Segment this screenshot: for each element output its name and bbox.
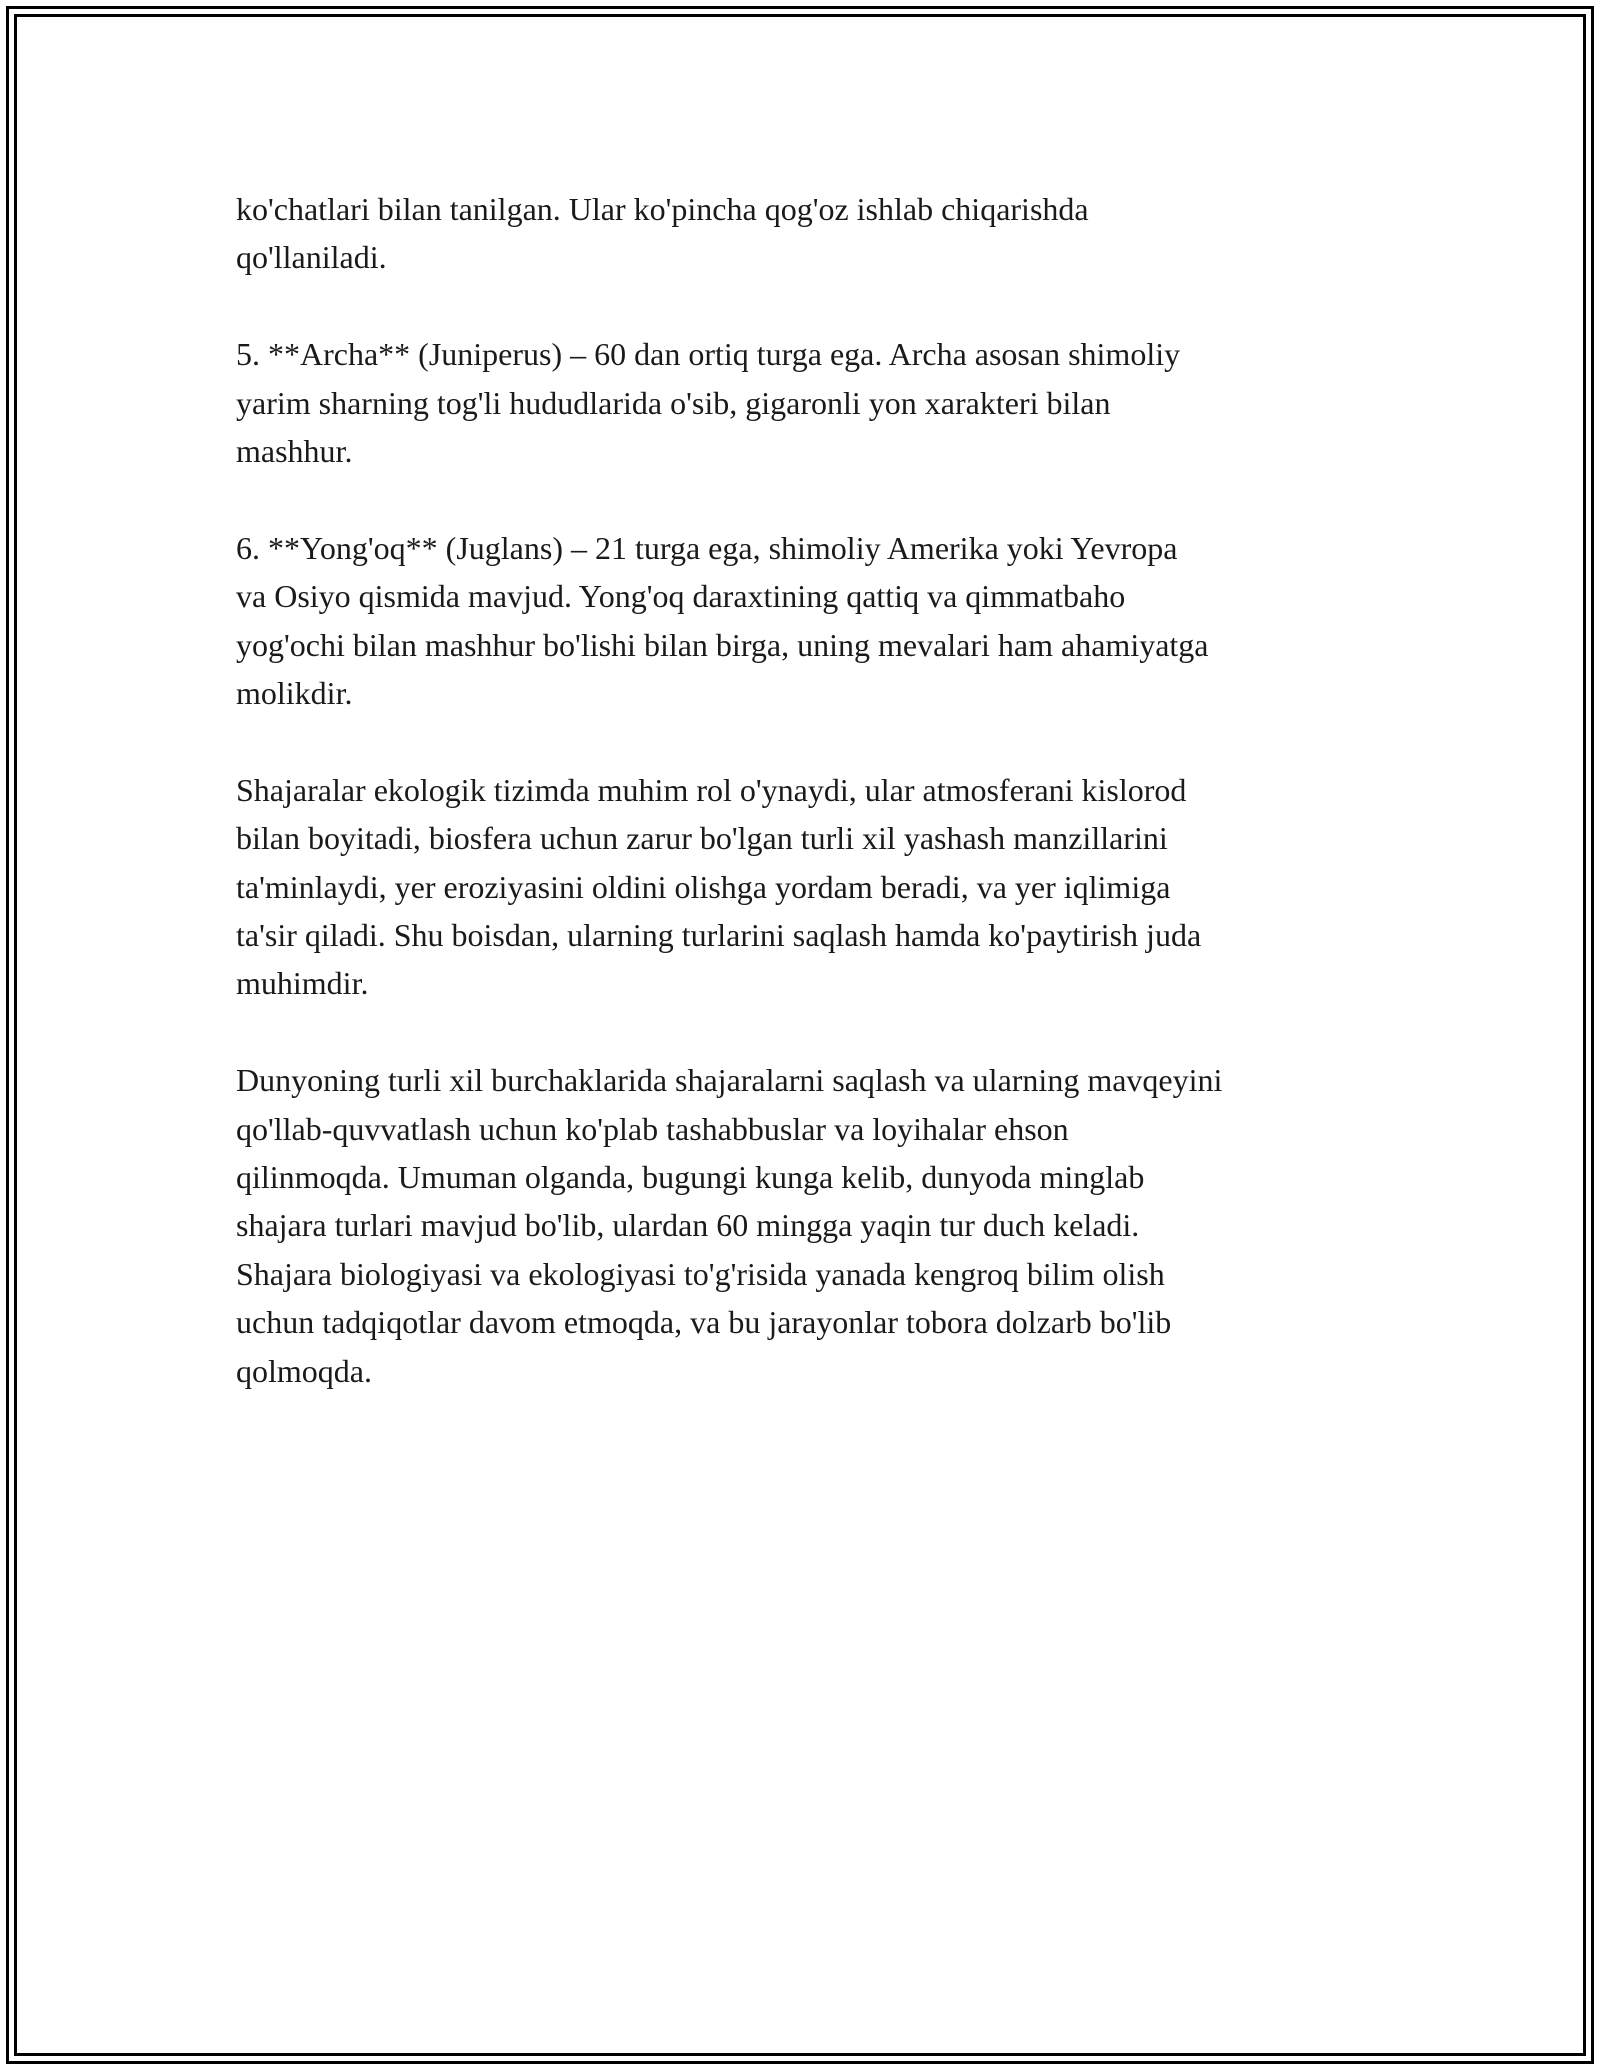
paragraph-tree-intro-end: ko'chatlari bilan tanilgan. Ular ko'pincha qog'oz ishlab chiqarishda qo'llaniladi. bbox=[236, 191, 1089, 276]
paragraph-ecology: Shajaralar ekologik tizimda muhim rol o'ynaydi, ular atmosferani kislorod bilan boyitadi, biosfera uchun zarur bo'lgan turli xil yashash manzillarini ta'minlaydi, yer eroziyasini oldini olishga yordam beradi, va yer iqlimiga ta'sir qiladi. Shu boisdan, ularning turlarini saqlash hamda ko'paytirish juda muhimdir. bbox=[236, 771, 1202, 1002]
paragraph-yongoq: 6. **Yong'oq** (Juglans) – 21 turga ega, shimoliy Amerika yoki Yevropa va Osiyo qismida mavjud. Yong'oq daraxtining qattiq va qimmatbaho yog'ochi bilan mashhur bo'lishi bilan birga, uning mevalari ham ahamiyatga molikdir. bbox=[236, 529, 1209, 712]
document-body bbox=[236, 185, 1376, 1443]
paragraph-conservation: Dunyoning turli xil burchaklarida shajaralarni saqlash va ularning mavqeyini qo'llab-quvvatlash uchun ko'plab tashabbuslar va loyihalar ehson qilinmoqda. Umuman olganda, bugungi kunga kelib, dunyoda minglab shajara turlari mavjud bo'lib, ulardan 60 mingga yaqin tur duch keladi. Shajara biologiyasi va ekologiyasi to'g'risida yanada kengroq bilim olish uchun tadqiqotlar davom etmoqda, va bu jarayonlar tobora dolzarb bo'lib qolmoqda. bbox=[236, 1062, 1223, 1389]
paragraph-archa: 5. **Archa** (Juniperus) – 60 dan ortiq turga ega. Archa asosan shimoliy yarim sharning tog'li hududlarida o'sib, gigaronli yon xarakteri bilan mashhur. bbox=[236, 336, 1181, 470]
